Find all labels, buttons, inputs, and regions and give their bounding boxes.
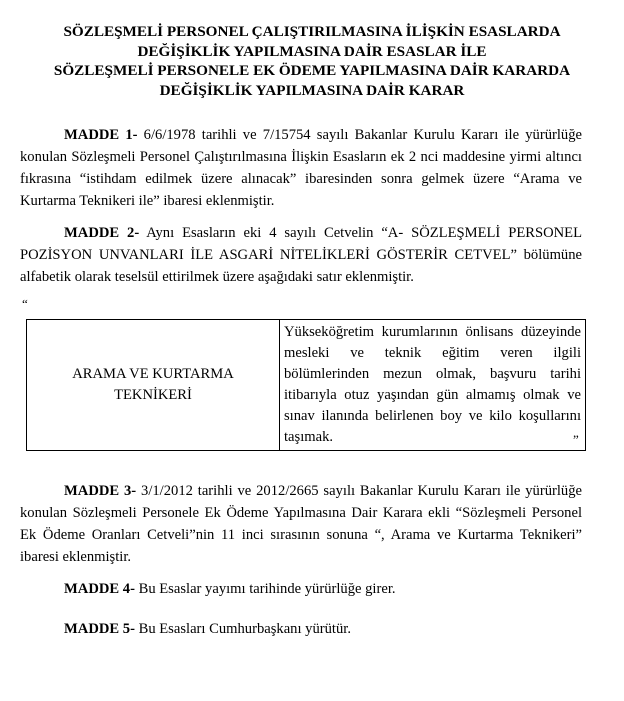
title-line-1: SÖZLEŞMELİ PERSONEL ÇALIŞTIRILMASINA İLİŞKİN ESASLARDA [63,23,561,40]
article-5-label: MADDE 5- [64,621,135,637]
article-3 [20,480,582,568]
position-title-cell [27,320,280,451]
article-2-text: Aynı Esasların eki 4 sayılı Cetvelin “A- SÖZLEŞMELİ PERSONEL POZİSYON UNVANLARI İLE ASGARİ NİTELİKLERİ GÖSTERİR CETVEL” bölümüne alfabetik olarak teselsül ettirilmek üzere aşağıdaki satır eklenmiştir. [20,225,582,285]
title-line-3: SÖZLEŞMELİ PERSONELE EK ÖDEME YAPILMASINA DAİR KARARDA [53,62,571,79]
table-row [27,320,586,451]
article-2 [20,222,582,288]
title-line-4: DEĞİŞİKLİK YAPILMASINA DAİR KARAR [159,81,465,99]
position-title-line-2: TEKNİKERİ [114,387,192,403]
article-3-text: 3/1/2012 tarihli ve 2012/2665 sayılı Bakanlar Kurulu Kararı ile yürürlüğe konulan Sözleşmeli Personele Ek Ödeme Yapılmasına Dair Karara ekli “Sözleşmeli Personel Ek Ödeme Oranları Cetveli”nin 11 inci sırasının sonuna “, Arama ve Kurtarma Teknikeri” ibaresi eklenmiştir. [20,483,582,565]
qualification-cell [280,320,586,451]
document-title [0,22,624,100]
article-1-text: 6/6/1978 tarihli ve 7/15754 sayılı Bakanlar Kurulu Kararı ile yürürlüğe konulan Sözleşmeli Personel Çalıştırılmasına İlişkin Esasların ek 2 nci maddesine yirmi altıncı fıkrasına “istihdam edilmek üzere alınacak” ibaresinden sonra gelmek üzere “Arama ve Kurtarma Teknikeri ile” ibaresi eklenmiştir. [20,127,582,209]
article-2-label: MADDE 2- [64,225,140,241]
position-title-line-1: ARAMA VE KURTARMA [72,366,234,382]
article-4-label: MADDE 4- [64,581,135,597]
article-3-label: MADDE 3- [64,483,137,499]
cetvel-table [26,319,586,451]
qualification-text: Yükseköğretim kurumlarının önlisans düzeyinde mesleki ve teknik eğitim veren ilgili bölümlerinden mezun olmak, başvuru tarihi itibarıyla otuz yaşından gün almamış olmak ve sınav ilanında belirlenen boy ve kilo koşullarını taşımak. [284,324,581,445]
article-1-label: MADDE 1- [64,127,138,143]
article-4 [20,578,582,600]
closing-quote: ” [573,432,579,447]
opening-quote: “ [22,296,28,311]
title-line-2: DEĞİŞİKLİK YAPILMASINA DAİR ESASLAR İLE [137,42,487,60]
article-5 [20,618,582,640]
article-4-text: Bu Esaslar yayımı tarihinde yürürlüğe girer. [134,581,396,597]
article-1 [20,124,582,212]
article-5-text: Bu Esasları Cumhurbaşkanı yürütür. [134,621,351,637]
